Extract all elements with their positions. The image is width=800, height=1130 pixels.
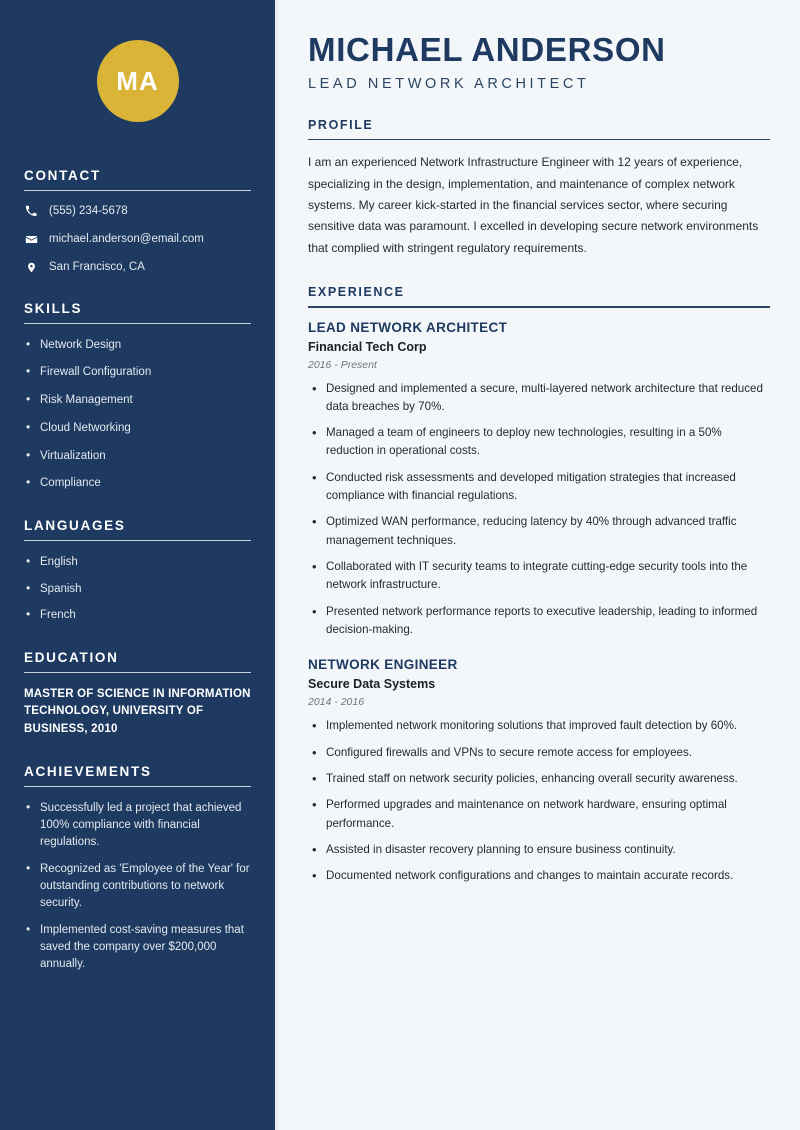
avatar: MA: [97, 40, 179, 122]
list-item: • Presented network performance reports to executive leadership, leading to informed decision-making.: [308, 603, 770, 640]
job-dates: 2014 - 2016: [308, 696, 365, 709]
list-item: • Conducted risk assessments and developed mitigation strategies that increased compliance with financial regulations.: [308, 469, 770, 506]
list-item: • Firewall Configuration: [24, 364, 251, 381]
job-title: NETWORK ENGINEER: [308, 657, 458, 673]
achievements-list: [24, 800, 251, 972]
job-bullet-list: [308, 380, 770, 640]
sidebar-section-education: [24, 650, 251, 738]
main-content: [278, 0, 800, 1130]
list-item: • Recognized as 'Employee of the Year' for outstanding contributions to network security.: [24, 861, 251, 911]
map-pin-icon: [24, 261, 38, 274]
job-dates: 2016 - Present: [308, 358, 377, 371]
skills-list: [24, 337, 251, 492]
languages-heading: LANGUAGES: [24, 517, 126, 533]
languages-divider: [24, 540, 251, 541]
contact-location-value: San Francisco, CA: [49, 260, 145, 273]
list-item: • English: [24, 554, 251, 571]
list-item: • Implemented cost-saving measures that saved the company over $200,000 annually.: [24, 922, 251, 972]
sidebar-section-contact: [24, 168, 251, 275]
contact-row-email[interactable]: [24, 232, 251, 247]
education-divider: [24, 672, 251, 673]
list-item: • Spanish: [24, 581, 251, 598]
list-item: • Virtualization: [24, 448, 251, 465]
job-bullet-list: [308, 717, 770, 885]
sidebar-section-achievements: [24, 764, 251, 972]
contact-divider: [24, 190, 251, 191]
sidebar-section-languages: [24, 518, 251, 624]
list-item: • Collaborated with IT security teams to integrate cutting-edge security tools into the network infrastructure.: [308, 558, 770, 595]
envelope-icon: [24, 233, 38, 246]
contact-heading: CONTACT: [24, 168, 101, 183]
contact-row-location[interactable]: [24, 260, 251, 275]
contact-row-phone[interactable]: [24, 204, 251, 219]
contact-email-value: michael.anderson@email.com: [49, 232, 204, 245]
job-company: Financial Tech Corp: [308, 339, 427, 354]
achievements-heading: ACHIEVEMENTS: [24, 764, 152, 780]
list-item: • Implemented network monitoring solutions that improved fault detection by 60%.: [308, 717, 770, 735]
list-item: • Network Design: [24, 337, 251, 354]
profile-divider: [308, 139, 770, 140]
section-experience: [308, 285, 770, 885]
sidebar-section-skills: [24, 301, 251, 492]
list-item: • Trained staff on network security policies, enhancing overall security awareness.: [308, 770, 770, 788]
skills-heading: SKILLS: [24, 300, 83, 316]
experience-entry: [308, 657, 770, 885]
education-entry: MASTER OF SCIENCE IN INFORMATION TECHNOLOGY, UNIVERSITY OF BUSINESS, 2010: [24, 687, 251, 735]
job-company: Secure Data Systems: [308, 677, 436, 692]
education-heading: EDUCATION: [24, 649, 119, 665]
profile-heading: PROFILE: [308, 117, 374, 132]
experience-heading: EXPERIENCE: [308, 285, 405, 300]
list-item: • Documented network configurations and changes to maintain accurate records.: [308, 867, 770, 885]
list-item: • Optimized WAN performance, reducing latency by 40% through advanced traffic management techniques.: [308, 513, 770, 550]
phone-icon: [24, 205, 38, 217]
headline-subtitle: LEAD NETWORK ARCHITECT: [308, 75, 590, 92]
experience-divider: [308, 306, 770, 307]
list-item: • Assisted in disaster recovery planning to ensure business continuity.: [308, 841, 770, 859]
page-title: MICHAEL ANDERSON: [308, 31, 666, 68]
contact-phone-value: (555) 234-5678: [49, 205, 128, 217]
avatar-container: [24, 0, 251, 168]
list-item: • French: [24, 607, 251, 624]
list-item: • Risk Management: [24, 392, 251, 409]
list-item: • Performed upgrades and maintenance on network hardware, ensuring optimal performance.: [308, 796, 770, 833]
profile-text: I am an experienced Network Infrastructure Engineer with 12 years of experience, specializing in the design, implementation, and maintenance of complex network systems. My career kick-started in the financial services sector, where securing sensitive data was paramount. I excelled in developing secure network environments that complied with stringent regulatory requirements.: [308, 155, 759, 255]
job-title: LEAD NETWORK ARCHITECT: [308, 319, 508, 335]
section-profile: [308, 118, 770, 259]
achievements-divider: [24, 786, 251, 787]
list-item: • Cloud Networking: [24, 420, 251, 437]
list-item: • Designed and implemented a secure, multi-layered network architecture that reduced data breaches by 70%.: [308, 380, 770, 417]
sidebar: [0, 0, 278, 1130]
list-item: • Configured firewalls and VPNs to secure remote access for employees.: [308, 744, 770, 762]
experience-entry: [308, 320, 770, 640]
list-item: • Managed a team of engineers to deploy new technologies, resulting in a 50% reduction in operational costs.: [308, 424, 770, 461]
list-item: • Compliance: [24, 475, 251, 492]
skills-divider: [24, 323, 251, 324]
list-item: • Successfully led a project that achieved 100% compliance with financial regulations.: [24, 800, 251, 850]
languages-list: [24, 554, 251, 624]
